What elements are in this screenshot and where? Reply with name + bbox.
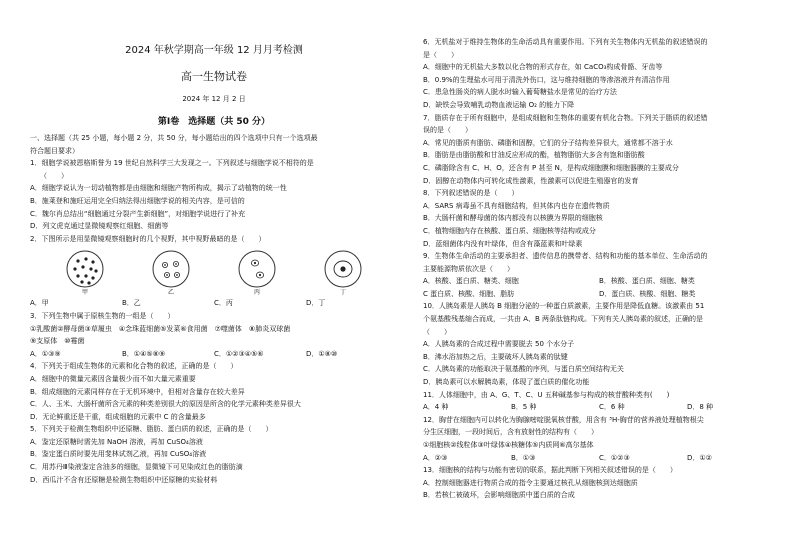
question-13-option-a: A．控制细胞器进行物质合成的指令主要通过核孔从细胞核到达细胞质: [423, 478, 638, 487]
question-3-option-b: B．①④⑤⑧⑨: [122, 349, 166, 358]
question-3-items: ①乳酸菌②酵母菌③草履虫 ④念珠蓝细菌⑤发菜⑥食用菌 ⑦噬菌体 ⑧肺炎双球菌: [30, 324, 291, 333]
question-12-stem-2: 分生区细胞，一段时间后，含有放射性的结构有（ ）: [423, 428, 598, 437]
question-1-option-d: D．列文虎克通过显微镜观察红细胞、细菌等: [30, 222, 169, 231]
question-10-stem: 10．人胰岛素是人胰岛 B 细胞分泌的一种蛋白质激素，主要作用是降低血糖。该激素由 51: [423, 302, 705, 311]
question-2-option-d: D．丁: [306, 299, 326, 308]
microscope-field-figure: [42, 249, 386, 297]
field-yi-circle: [151, 249, 191, 289]
question-9-stem: 9．生物体生命活动的主要承担者、遗传信息的携带者、结构和功能的基本单位、生命活动的: [423, 252, 708, 261]
question-7-option-c: C．磷脂除含有 C、H、O，还含有 P 甚至 N，是构成细胞膜和细胞器膜的主要成分: [423, 163, 679, 172]
exam-title: 2024 年秋学期高一年级 12 月月考检测: [125, 45, 303, 56]
question-3-option-d: D．①⑧⑩: [306, 349, 338, 358]
part-heading: 第Ⅰ卷 选择题（共 50 分）: [157, 117, 271, 127]
question-12-stem: 12．胸苷在细胞内可以转化为胸腺嘧啶脱氧核苷酸，用含有 ³H-胸苷的营养液处理植物根尖: [423, 415, 704, 424]
question-13-option-b: B．若核仁被破坏，会影响细胞质中蛋白质的合成: [423, 491, 575, 500]
question-9-option-c: C 蛋白质、核酸、细胞、脂肪: [423, 289, 515, 298]
question-7-option-b: B．脂肪是由脂肪酸和甘油反应形成的酯，植物脂肪大多含有饱和脂肪酸: [423, 151, 645, 160]
question-2-option-a: A．甲: [30, 299, 49, 308]
field-label-ding: 丁: [339, 289, 346, 297]
question-2-options: [30, 297, 398, 310]
question-12-option-c: C．①②③: [599, 453, 630, 462]
question-6-stem-2: 是（ ）: [423, 50, 458, 59]
question-7-stem: 7．脂质存在于所有细胞中，是组成细胞和生物体的重要有机化合物。下列关于脂质的叙述错: [423, 113, 708, 122]
question-11-option-c: C．6 种: [599, 403, 625, 412]
question-5-option-d: D．西瓜汁不含有还原糖是检测生物组织中还原糖的实验材料: [30, 475, 218, 484]
question-9-options-row-2: [423, 288, 775, 301]
section-intro-2: 符合题目要求）: [30, 146, 79, 155]
question-11-option-d: D．8 种: [687, 403, 714, 412]
question-11-option-a: A．4 种: [423, 403, 449, 412]
question-1-option-c: C．魏尔肖总结出“细胞通过分裂产生新细胞”，对细胞学说进行了补充: [30, 209, 246, 218]
question-4-option-c: C．人、玉米、大肠杆菌所含元素的种类差别很大的原因是所含的化学元素种类差异很大: [30, 400, 301, 409]
question-1-option-a: A．细胞学说认为一切动植物都是由细胞和细胞产物所构成，揭示了动植物的统一性: [30, 184, 287, 193]
right-column: [423, 36, 775, 502]
section-intro: 一、选择题（共 25 小题，每小题 2 分，共 50 分，每小题给出的四个选项中只有一个选项最: [30, 134, 318, 142]
field-jia: [65, 249, 105, 297]
question-9-option-d: D．蛋白质、核酸、细胞、糖类: [599, 289, 696, 298]
question-8-option-d: D．蓝细菌体内没有叶绿体，但含有藻蓝素和叶绿素: [423, 239, 583, 248]
question-1-stem: 1．细胞学说被恩格斯誉为 19 世纪自然科学三大发现之一。下列叙述与细胞学说不相符的是: [30, 159, 314, 168]
question-5-option-a: A．鉴定还原糖时需先加 NaOH 溶液，再加 CuSO₄溶液: [30, 437, 203, 446]
question-3-option-a: A．①③⑨: [30, 349, 61, 358]
question-5-option-c: C．用苏丹Ⅲ染液鉴定含油多的细胞，显微镜下可见染成红色的脂肪滴: [30, 463, 243, 472]
question-11-option-b: B．5 种: [511, 403, 537, 412]
field-ding-circle: [323, 249, 363, 289]
question-10-stem-2: 个氨基酸残基缩合而成，一共由 A、B 两条肽链构成。下列有关人胰岛素的叙述，正确的是: [423, 315, 704, 324]
question-6-option-c: C．患急性肠炎的病人脱水时输入葡萄糖盐水是常见的治疗方法: [423, 88, 617, 97]
question-1-option-b: B．施莱登和施旺运用完全归纳法得出细胞学说的相关内容，是可信的: [30, 196, 245, 205]
question-8-stem: 8．下列叙述错误的是（ ）: [423, 189, 519, 198]
question-12-options: [423, 452, 775, 465]
field-bing: [237, 249, 277, 297]
question-12-option-b: B．①③: [511, 453, 536, 462]
question-6-option-b: B．0.9%的生理盐水可用于清洗外伤口，这与维持细胞的等渗溶液并有清洁作用: [423, 75, 670, 84]
question-3-items-2: ⑨支原体 ⑩霉菌: [30, 337, 85, 346]
field-label-bing: 丙: [253, 289, 260, 297]
question-3-stem: 3．下列生物中属于原核生物的一组是（ ）: [30, 311, 175, 320]
question-13-stem: 13．细胞核的结构与功能有密切的联系，据此判断下列相关叙述错误的是（ ）: [423, 466, 677, 475]
field-yi: [151, 249, 191, 297]
question-5-option-b: B．鉴定蛋白质时要先用斐林试剂乙液，再加 CuSO₄溶液: [30, 450, 207, 459]
question-7-option-a: A．常见的脂质有脂肪、磷脂和固醇，它们的分子结构差异很大，通常都不溶于水: [423, 138, 673, 147]
question-7-option-d: D．固醇在动物体内可转化成性激素，性激素可以促进生殖器官的发育: [423, 176, 639, 185]
field-bing-circle: [237, 249, 277, 289]
question-10-option-a: A．人胰岛素的合成过程中需要脱去 50 个水分子: [423, 340, 575, 349]
question-12-option-a: A．②③: [423, 453, 448, 462]
field-label-jia: 甲: [81, 289, 88, 297]
question-2-stem: 2．下图所示是用显微镜观察细胞时的几个视野，其中视野最暗的是（ ）: [30, 234, 266, 243]
question-9-option-a: A．核酸、蛋白质、糖类、细胞: [423, 277, 519, 286]
question-6-stem: 6．无机盐对于维持生物体的生命活动具有重要作用。下列有关生物体内无机盐的叙述错误的: [423, 38, 708, 46]
question-10-stem-3: （ ）: [423, 327, 451, 336]
question-4-option-a: A．细胞中的微量元素因含量极少而不如大量元素重要: [30, 374, 196, 383]
question-6-option-a: A．细胞中的无机盐大多数以化合物的形式存在，如 CaCO₃构成骨骼、牙齿等: [423, 63, 663, 72]
question-4-option-b: B．组成细胞的元素同样存在于无机环境中，但相对含量存在较大差异: [30, 387, 245, 396]
question-9-stem-2: 主要能源物质依次是（ ）: [423, 264, 514, 273]
field-jia-circle: [65, 249, 105, 289]
question-11-stem: 11．人体细胞中，由 A、G、T、C、U 五种碱基参与构成的核苷酸种类有( ): [423, 390, 670, 399]
question-3-option-c: C．①②③④⑤⑥: [214, 349, 264, 358]
question-4-option-d: D．无论鲜重还是干重，组成细胞的元素中 C 的含量最多: [30, 412, 206, 421]
question-1-stem-2: （ ）: [40, 171, 68, 180]
question-6-option-d: D．缺铁会导致哺乳动物血液运输 O₂ 的能力下降: [423, 100, 575, 109]
field-ding: [323, 249, 363, 297]
question-4-stem: 4．下列关于组成生物体的元素和化合物的叙述，正确的是（ ）: [30, 362, 238, 371]
field-label-yi: 乙: [167, 289, 174, 297]
question-8-option-b: B．大肠杆菌和酵母菌的体内都没有以核膜为界限的细胞核: [423, 214, 603, 223]
question-5-stem: 5．下列关于检测生物组织中还原糖、脂肪、蛋白质的叙述，正确的是（ ）: [30, 425, 273, 434]
question-12-items: ①细胞核②线粒体③叶绿体④核糖体⑤内质网⑥高尔基体: [423, 441, 594, 449]
exam-date: 2024 年 12 月 2 日: [182, 95, 246, 103]
question-7-stem-2: 误的是（ ）: [423, 126, 472, 135]
left-column: [30, 0, 398, 486]
question-8-option-a: A．SARS 病毒虽不具有细胞结构，但其体内也存在遗传物质: [423, 201, 610, 210]
question-9-options-row-1: [423, 275, 775, 288]
question-12-option-d: D．①②: [687, 453, 712, 462]
question-11-options: [423, 401, 775, 414]
question-10-option-c: C．人胰岛素的功能取决于氨基酸的序列，与蛋白质空间结构无关: [423, 365, 624, 374]
question-8-option-c: C．植物细胞内存在核酸、蛋白质、细胞核等结构或成分: [423, 226, 596, 235]
question-2-option-c: C．丙: [214, 299, 233, 308]
exam-subtitle: 高一生物试卷: [181, 70, 247, 83]
question-9-option-b: B．核酸、蛋白质、细胞、糖类: [599, 277, 695, 286]
question-3-options: [30, 348, 398, 361]
question-2-option-b: B．乙: [122, 299, 141, 308]
question-10-option-b: B．沸水浴加热之后，主要破坏人胰岛素的肽键: [423, 352, 568, 361]
question-10-option-d: D．胰岛素可以水解胰岛素，体现了蛋白质的催化功能: [423, 378, 590, 387]
